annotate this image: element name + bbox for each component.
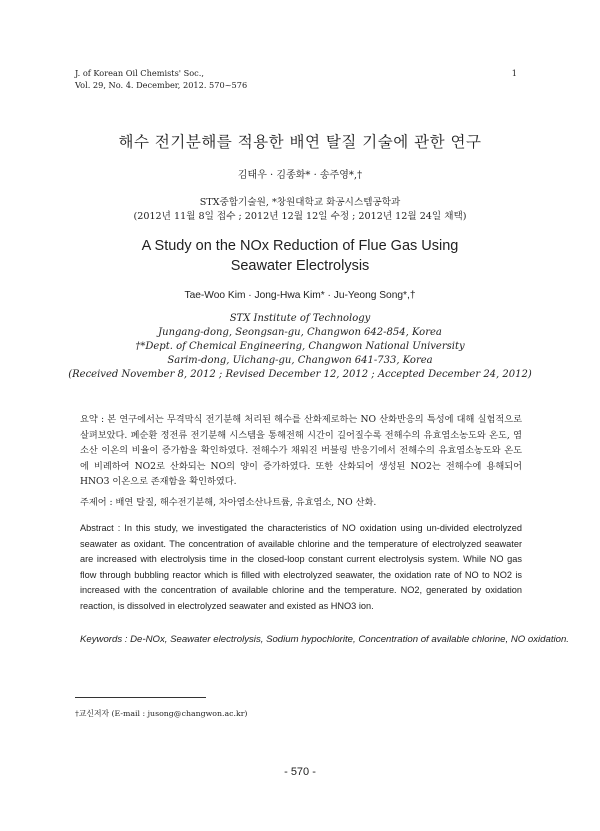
affiliation-line-4: Sarim-dong, Uichang-gu, Changwon 641-733, Korea: [167, 355, 433, 366]
affiliation-line-3: †*Dept. of Chemical Engineering, Changwon National University: [135, 341, 465, 352]
journal-info: [75, 68, 247, 91]
english-title-line-2: Seawater Electrolysis: [230, 258, 370, 274]
korean-affiliation: [0, 196, 600, 224]
english-dates: (Received November 8, 2012 ; Revised December 12, 2012 ; Accepted December 24, 2012): [68, 369, 532, 380]
page-number-top: 1: [511, 68, 517, 78]
journal-line-2: Vol. 29, No. 4. December, 2012. 570~576: [75, 79, 248, 90]
footnote-divider: [75, 697, 206, 698]
journal-line-1: J. of Korean Oil Chemists' Soc.,: [75, 68, 204, 78]
korean-keywords: 주제어 : 배연 탈질, 해수전기분해, 차아염소산나트륨, 유효염소, NO 산화.: [80, 497, 377, 508]
english-keywords: Keywords : De-NOx, Seawater electrolysis, Sodium hypochlorite, Concentration of available chlorine, NO oxidation.: [80, 634, 569, 645]
korean-dates: (2012년 11월 8일 접수 ; 2012년 12월 12일 수정 ; 2012년 12월 24일 채택): [133, 211, 467, 222]
english-abstract: Abstract : In this study, we investigated the characteristics of NO oxidation using un-divided electrolyzed seawater as oxidant. The concentration of available chlorine and the temperature of electrolyzed seawater are increased with electrolysis time in the closed-loop constant current electrolysis system. While NO gas flow through bubbling reactor which is filled with electrolyzed seawater, the oxidation rate of NO to NO2 is increased with the concentration of available chlorine and the temperature. NO2, generated by oxidation reaction, is dissolved in electrolyzed seawater and existed as HNO3 ion.: [80, 523, 522, 611]
korean-affiliation-line: STX중합기술원, *창원대학교 화공시스템공학과: [199, 197, 401, 208]
korean-authors: 김태우 · 김종화* · 송주영*,†: [237, 170, 363, 181]
english-title: [0, 236, 600, 276]
english-affiliation: [0, 312, 600, 382]
english-title-line-1: A Study on the NOx Reduction of Flue Gas Using: [141, 238, 459, 254]
affiliation-line-1: STX Institute of Technology: [229, 313, 371, 324]
page-footer-number: - 570 -: [284, 766, 316, 778]
affiliation-line-2: Jungang-dong, Seongsan-gu, Changwon 642-854, Korea: [158, 327, 442, 338]
korean-abstract: 요약 : 본 연구에서는 무격막식 전기분해 처리된 해수를 산화제로하는 NO 산화반응의 특성에 대해 실험적으로 살펴보았다. 폐순환 정전류 전기분해 시스템을 통해전해 시간이 길어질수록 전해수의 유효염소농도와 온도, 염소산 이온의 비율이 증가함을 확인하였다. 전해수가 채워진 버블링 반응기에서 전해수의 유효염소농도와 온도에 비례하여 NO2로 산화되는 NO의 양이 증가하였다. 또한 산화되어 생성된 NO2는 전해수에 용해되어 HNO3 이온으로 존재함을 확인하였다.: [80, 414, 522, 487]
korean-title: 해수 전기분해를 적용한 배연 탈질 기술에 관한 연구: [118, 133, 482, 151]
english-authors: Tae-Woo Kim · Jong-Hwa Kim* · Ju-Yeong Song*,†: [184, 290, 416, 301]
corresponding-author-footnote: †교신저자 (E-mail : jusong@changwon.ac.kr): [75, 709, 248, 718]
